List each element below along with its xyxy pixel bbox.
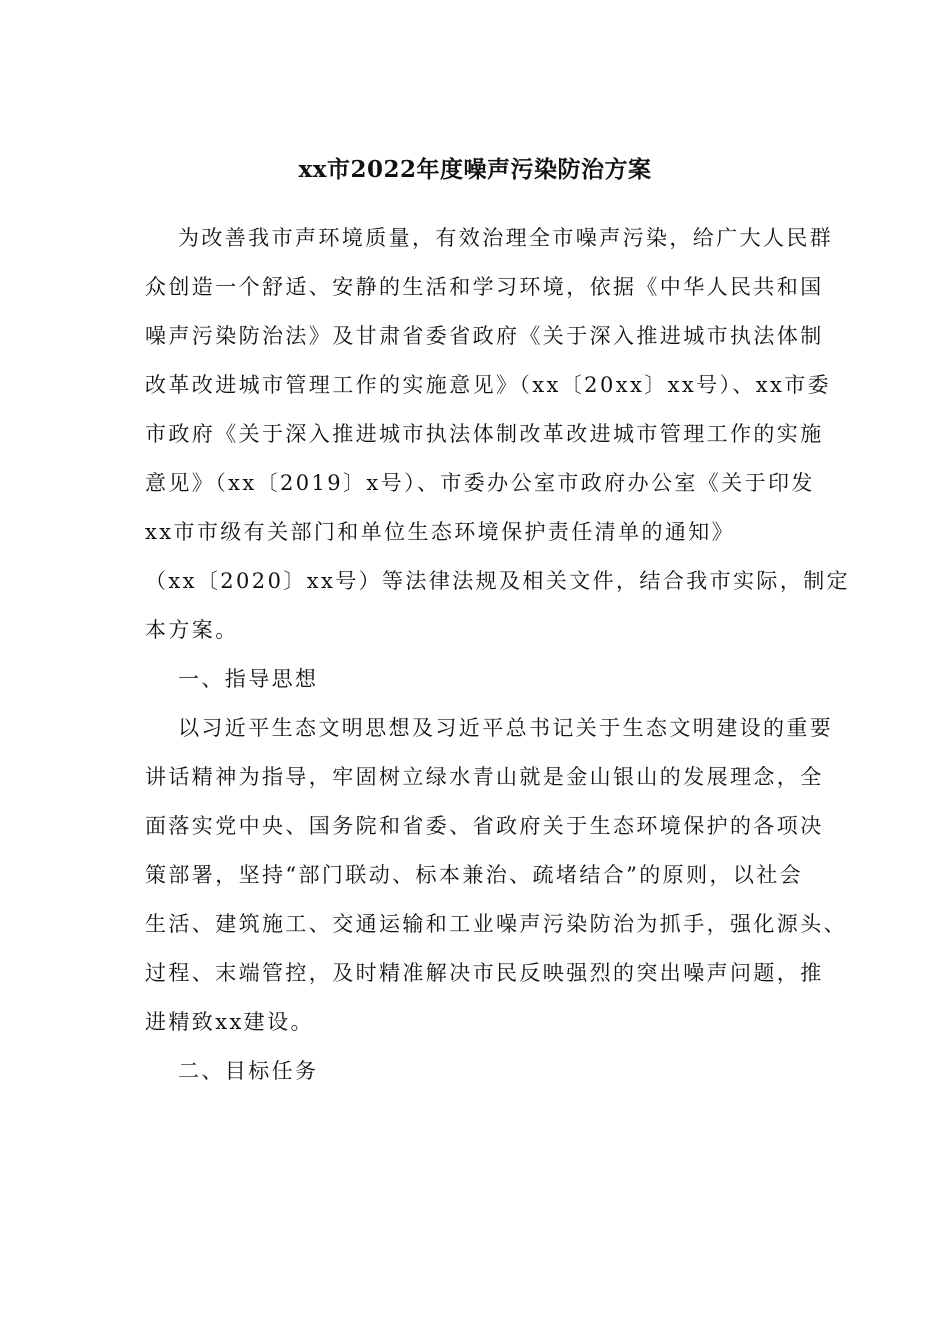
paragraph-line: 噪声污染防治法》及甘肃省委省政府《关于深入推进城市执法体制 xyxy=(145,324,824,348)
paragraph-line: 市政府《关于深入推进城市执法体制改革改进城市管理工作的实施 xyxy=(145,422,824,446)
paragraph-line: 过程、末端管控，及时精准解决市民反映强烈的突出噪声问题，推 xyxy=(145,961,824,985)
paragraph-line: （xx〔2020〕xx号）等法律法规及相关文件，结合我市实际，制定 xyxy=(145,569,851,593)
paragraph-line: 以习近平生态文明思想及习近平总书记关于生态文明建设的重要 xyxy=(178,716,834,740)
paragraph-line: 本方案。 xyxy=(145,618,239,642)
paragraph-line: 策部署，坚持“部门联动、标本兼治、疏堵结合”的原则，以社会 xyxy=(145,863,804,887)
paragraph-line: 讲话精神为指导，牢固树立绿水青山就是金山银山的发展理念，全 xyxy=(145,765,824,789)
paragraph-line: xx市市级有关部门和单位生态环境保护责任清单的通知》 xyxy=(145,520,736,544)
paragraph-line: 众创造一个舒适、安静的生活和学习环境，依据《中华人民共和国 xyxy=(145,275,824,299)
paragraph-line: 为改善我市声环境质量，有效治理全市噪声污染，给广大人民群 xyxy=(178,226,834,250)
paragraph-line: 改革改进城市管理工作的实施意见》（xx〔20xx〕xx号）、xx市委 xyxy=(145,373,832,397)
paragraph-line: 面落实党中央、国务院和省委、省政府关于生态环境保护的各项决 xyxy=(145,814,824,838)
section-heading: 二、目标任务 xyxy=(178,1059,319,1083)
paragraph-line: 进精致xx建设。 xyxy=(145,1010,314,1034)
document-title: xx市2022年度噪声污染防治方案 xyxy=(298,156,652,183)
paragraph-line: 生活、建筑施工、交通运输和工业噪声污染防治为抓手，强化源头、 xyxy=(145,912,847,936)
paragraph-line: 意见》（xx〔2019〕x号）、市委办公室市政府办公室《关于印发 xyxy=(145,471,815,495)
document-body xyxy=(145,214,851,1096)
section-heading: 一、指导思想 xyxy=(178,667,319,691)
